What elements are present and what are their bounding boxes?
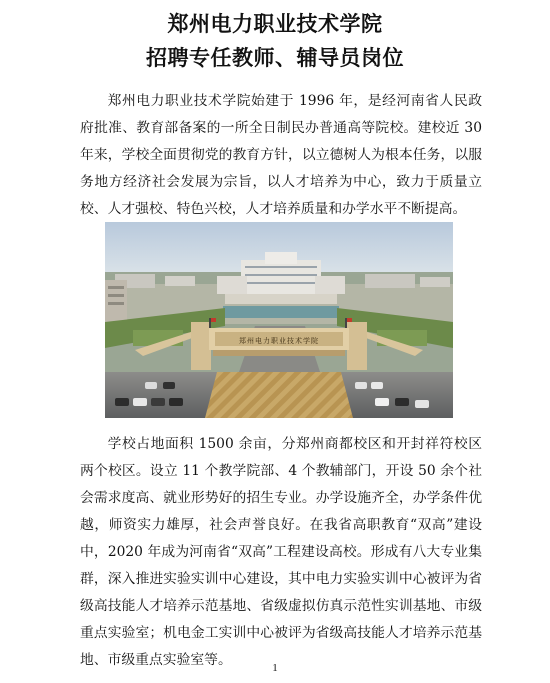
svg-text:郑州电力职业技术学院: 郑州电力职业技术学院 <box>239 337 319 345</box>
campus-paragraph: 学校占地面积 1500 余亩，分郑州商都校区和开封祥符校区两个校区。设立 11 个教学院部、4 个教辅部门，开设 50 余个社会需求度高、就业形势好的招生专业。办学设施齐全，办学条件优越，师资实力雄厚，社会声誉良好。在我省高职教育“双高”建设中，2020 年成为河南省“双高”工程建设高校。形成有八大专业集群，深入推进实验实训中心建设，其中电力实验实训中心被评为省级高技能人才培养示范基地、省级虚拟仿真示范性实训基地、市级重点实验室；机电金工实训中心被评为省级高技能人才培养示范基地、市级重点实验室等。 <box>80 436 482 668</box>
document-title: 郑州电力职业技术学院 <box>167 12 383 36</box>
campus-photo <box>105 222 453 418</box>
page-number: 1 <box>272 662 278 674</box>
intro-paragraph: 郑州电力职业技术学院始建于 1996 年，是经河南省人民政府批准、教育部备案的一所全日制民办普通高等院校。建校近 30 年来，学校全面贯彻党的教育方针，以立德树人为根本任务，以服务地方经济社会发展为宗旨，以人才培养为中心，致力于质量立校、人才强校、特色兴校，人才培养质量和办学水平不断提高。 <box>80 93 482 217</box>
document-subtitle: 招聘专任教师、辅导员岗位 <box>146 46 404 70</box>
